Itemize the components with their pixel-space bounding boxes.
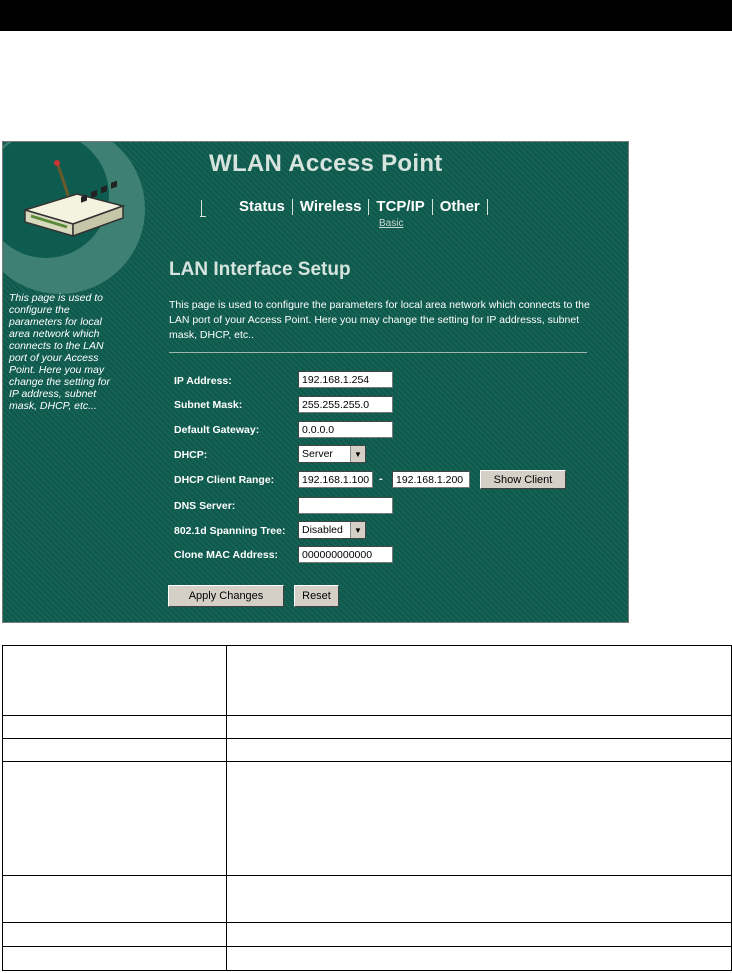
table-cell bbox=[227, 762, 732, 876]
dhcp-label: DHCP: bbox=[174, 449, 208, 461]
dropdown-arrow-icon: ▼ bbox=[350, 446, 365, 462]
dropdown-arrow-icon: ▼ bbox=[350, 522, 365, 538]
table-row bbox=[3, 716, 732, 739]
page-title: LAN Interface Setup bbox=[169, 259, 351, 280]
sidebar-help-text: This page is used to configure the parameters for local area network which connects to the LAN port of your Access Point. Here you may change the setting for IP address, subnet mask, DHCP, etc... bbox=[9, 292, 110, 412]
table-cell bbox=[3, 739, 227, 762]
tab-wireless[interactable]: Wireless bbox=[293, 199, 370, 215]
nav-underline bbox=[200, 216, 206, 217]
tab-status[interactable]: Status bbox=[239, 199, 293, 215]
dhcp-range-label: DHCP Client Range: bbox=[174, 474, 275, 486]
table-row bbox=[3, 876, 732, 923]
clone-mac-input[interactable] bbox=[298, 546, 393, 563]
table-cell bbox=[227, 947, 732, 971]
table-row bbox=[3, 762, 732, 876]
default-gateway-input[interactable] bbox=[298, 421, 393, 438]
table-cell bbox=[3, 876, 227, 923]
tab-tcpip[interactable]: TCP/IP bbox=[369, 199, 432, 215]
table-cell bbox=[3, 762, 227, 876]
description-table bbox=[2, 645, 732, 971]
table-row bbox=[3, 646, 732, 716]
table-cell bbox=[3, 646, 227, 716]
table-cell bbox=[3, 716, 227, 739]
table-cell bbox=[227, 876, 732, 923]
table-cell bbox=[3, 923, 227, 947]
table-cell bbox=[227, 923, 732, 947]
ip-address-input[interactable] bbox=[298, 371, 393, 388]
table-row bbox=[3, 739, 732, 762]
table-row bbox=[3, 923, 732, 947]
apply-changes-button[interactable]: Apply Changes bbox=[168, 585, 284, 607]
dhcp-range-end-input[interactable] bbox=[392, 471, 470, 488]
nav-divider bbox=[201, 200, 202, 217]
dhcp-select[interactable] bbox=[298, 445, 366, 463]
app-title: WLAN Access Point bbox=[209, 150, 443, 177]
divider bbox=[169, 352, 587, 353]
default-gateway-label: Default Gateway: bbox=[174, 424, 260, 436]
dns-server-label: DNS Server: bbox=[174, 500, 236, 512]
page-description: This page is used to configure the parameters for local area network which connects to the LAN port of your Access Point. Here you may change the setting for IP addresss, subnet mask, DHCP, etc.. bbox=[169, 299, 590, 341]
table-row bbox=[3, 947, 732, 971]
top-black-bar bbox=[0, 0, 732, 31]
reset-button[interactable]: Reset bbox=[294, 585, 339, 607]
spanning-tree-select[interactable] bbox=[298, 521, 366, 539]
table-cell bbox=[227, 739, 732, 762]
show-client-button[interactable]: Show Client bbox=[480, 470, 566, 489]
top-nav bbox=[239, 199, 488, 215]
router-icon bbox=[17, 160, 127, 242]
table-cell bbox=[227, 646, 732, 716]
range-separator: - bbox=[379, 473, 383, 485]
dhcp-selected-value: Server bbox=[302, 448, 333, 460]
subnet-mask-label: Subnet Mask: bbox=[174, 399, 243, 411]
spanning-tree-label: 802.1d Spanning Tree: bbox=[174, 525, 286, 537]
subnav-basic-link[interactable]: Basic bbox=[379, 218, 404, 229]
spanning-tree-selected-value: Disabled bbox=[302, 524, 343, 536]
dhcp-range-start-input[interactable] bbox=[298, 471, 373, 488]
table-cell bbox=[227, 716, 732, 739]
subnet-mask-input[interactable] bbox=[298, 396, 393, 413]
tab-other[interactable]: Other bbox=[433, 199, 488, 215]
clone-mac-label: Clone MAC Address: bbox=[174, 549, 279, 561]
table-cell bbox=[3, 947, 227, 971]
router-config-screenshot bbox=[2, 141, 629, 623]
ip-address-label: IP Address: bbox=[174, 375, 232, 387]
dns-server-input[interactable] bbox=[298, 497, 393, 514]
